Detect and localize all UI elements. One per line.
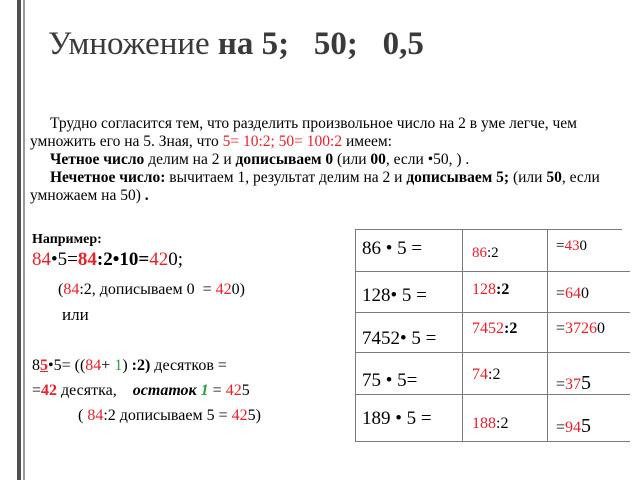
ex5-end: 5 (241, 382, 250, 399)
ex5-num: 42 (41, 382, 58, 399)
slide-title (48, 26, 424, 63)
table-line-bottom (355, 441, 630, 442)
res-pre-2: = (556, 285, 566, 302)
intro-paragraph-1 (30, 115, 630, 151)
ex6-num: 84 (87, 407, 104, 424)
ex6-res: 42 (231, 407, 248, 424)
table-line-mid2 (547, 229, 548, 442)
example-line-2 (58, 281, 245, 299)
ex4-div: :2) (131, 357, 151, 374)
res-pre-4: = (556, 376, 566, 393)
ex4-five: 5 (40, 357, 48, 374)
div-rest-2: :2 (496, 281, 510, 298)
even-rule (30, 151, 630, 169)
example-heading: Например: (32, 232, 102, 247)
ex4-plus: + (101, 357, 115, 374)
odd-period: . (144, 187, 149, 204)
ex5-text: десятка, (57, 382, 133, 399)
res-post-5: 5 (581, 415, 592, 437)
ex6-text: :2 дописываем 5 = (103, 407, 232, 424)
table-expr-5: 189 • 5 = (362, 408, 432, 429)
res-pre-5: = (556, 419, 566, 436)
intro-text-1-end: имеем: (342, 133, 392, 150)
res-post-3: 0 (597, 320, 606, 337)
odd-text-3: , если умножаем на 50) (30, 169, 600, 204)
table-line-left (355, 229, 356, 442)
odd-label: Нечетное число: (50, 169, 166, 186)
even-text-1: делим на 2 и (144, 151, 236, 168)
table-line-3 (355, 352, 630, 353)
odd-bold-3: 50 (546, 169, 562, 186)
ex1-op: •5= (51, 249, 78, 270)
res-red-5: 94 (565, 419, 582, 436)
table-line-top (355, 229, 622, 230)
odd-text-1: вычитаем 1, результат делим на 2 и (165, 169, 407, 186)
res-red-1: 43 (564, 238, 580, 254)
ex2-num: 84 (63, 281, 80, 298)
table-line-mid (462, 229, 463, 442)
table-div-5 (472, 415, 508, 433)
table-line-1 (355, 271, 630, 272)
example-line-6 (78, 407, 261, 425)
table-div-3 (472, 320, 517, 338)
div-rest-4: :2 (488, 366, 501, 383)
ex1-end: 0; (168, 249, 183, 270)
ex5-one: 1 (200, 382, 209, 399)
div-num-5: 188 (472, 415, 496, 432)
example-line-1 (32, 249, 183, 271)
res-red-4: 37 (565, 376, 582, 393)
table-expr-3: 7452• 5 = (362, 328, 437, 349)
res-post-1: 0 (579, 238, 587, 254)
res-red-3: 3726 (565, 320, 598, 337)
ex2-end: 0) (231, 281, 245, 298)
ex6-a: ( (78, 407, 88, 424)
ex2-a: ( (58, 281, 64, 298)
table-expr-1: 86 • 5 = (362, 238, 423, 259)
res-pre-1: = (556, 238, 565, 254)
div-num-4: 74 (472, 366, 488, 383)
div-num-3: 7452 (472, 320, 504, 337)
ex2-res: 42 (215, 281, 232, 298)
ex4-b: •5= (( (48, 357, 86, 374)
intro-text (30, 115, 630, 205)
odd-bold-2: дописываем 5; (406, 169, 510, 186)
div-rest-1: :2 (487, 245, 499, 261)
even-label: Четное число (50, 151, 145, 168)
div-rest-3: :2 (504, 320, 518, 337)
ex5-remainder: остаток (132, 382, 197, 399)
div-rest-5: :2 (496, 415, 509, 432)
div-num-1: 86 (472, 245, 487, 261)
example-or: или (62, 305, 89, 324)
ex5-eq2: = (208, 382, 226, 399)
even-bold-3: 00 (370, 151, 386, 168)
ex1-num2: 84 (77, 249, 97, 270)
table-expr-4: 75 • 5= (362, 370, 418, 391)
ex2-text: :2, дописываем 0 = (79, 281, 216, 298)
ex1-op2: :2•10= (96, 249, 150, 270)
even-text-2: (или (333, 151, 371, 168)
table-res-2 (556, 285, 589, 303)
table-div-1 (472, 245, 499, 262)
ex5-res: 42 (225, 382, 242, 399)
res-pre-3: = (556, 320, 566, 337)
intro-text-1: Трудно согласится тем, что разделить произвольное число на 2 в уме легче, чем умножить его на 5. Зная, что (30, 115, 577, 150)
left-accent-bar (17, 0, 21, 480)
res-post-4: 5 (581, 372, 592, 394)
table-expr-2: 128• 5 = (362, 285, 427, 306)
table-res-4 (556, 372, 591, 395)
even-text-3: , если •50, ) . (385, 151, 470, 168)
ex4-a: 8 (32, 357, 40, 374)
ex4-one: 1 (114, 357, 123, 374)
example-line-5 (32, 382, 250, 400)
ex1-num: 84 (32, 249, 51, 270)
ex4-d: десятков = (150, 357, 227, 374)
title-regular: Умножение (48, 26, 210, 62)
table-res-5 (556, 415, 591, 438)
ex5-eq: = (32, 382, 42, 399)
res-post-2: 0 (581, 285, 590, 302)
example-line-4 (32, 357, 227, 375)
div-num-2: 128 (472, 281, 496, 298)
intro-formula: 5= 10:2; 50= 100:2 (222, 133, 343, 150)
ex1-res: 42 (149, 249, 169, 270)
table-div-4 (472, 366, 500, 384)
odd-rule (30, 169, 630, 205)
res-red-2: 64 (565, 285, 582, 302)
ex4-c: ) (122, 357, 132, 374)
even-bold-2: дописываем 0 (235, 151, 334, 168)
table-div-2 (472, 281, 509, 299)
left-accent-bar-thin (23, 0, 25, 480)
table-res-1 (556, 238, 587, 255)
title-bold: на 5; 50; 0,5 (209, 26, 424, 62)
ex4-num: 84 (85, 357, 102, 374)
odd-text-2: (или (509, 169, 547, 186)
table-res-3 (556, 320, 605, 338)
ex6-end: 5) (247, 407, 261, 424)
table-line-2 (355, 312, 630, 313)
